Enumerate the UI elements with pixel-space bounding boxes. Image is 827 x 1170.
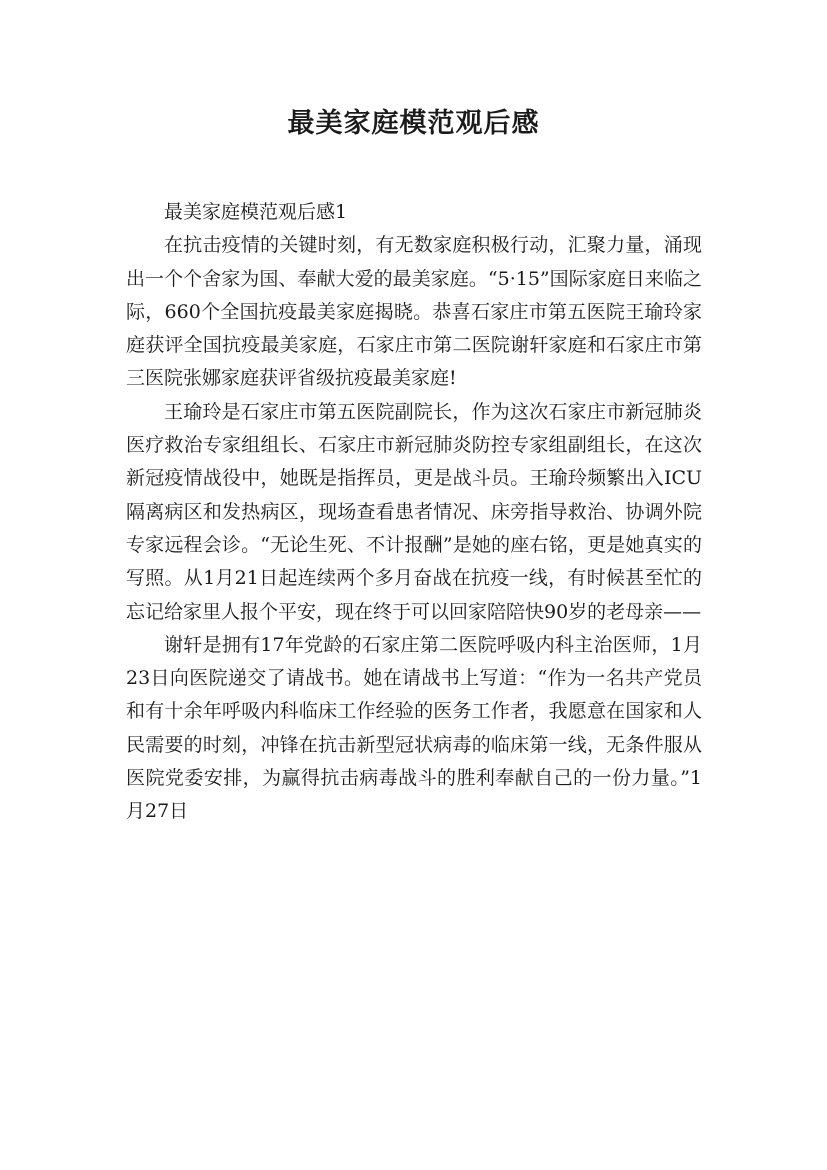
paragraph-subtitle: 最美家庭模范观后感1 [164, 201, 348, 223]
document-title: 最美家庭模范观后感 [287, 108, 540, 139]
paragraph-intro: 在抗击疫情的关键时刻，有无数家庭积极行动，汇聚力量，涌现出一个个舍家为国、奉献大爱的最美家庭。“5·15”国际家庭日来临之际，660个全国抗疫最美家庭揭晓。恭喜石家庄市第五医院王瑜玲家庭获评全国抗疫最美家庭，石家庄市第二医院谢轩家庭和石家庄市第三医院张娜家庭获评省级抗疫最美家庭! [126, 234, 702, 390]
paragraph-wang-yuling: 王瑜玲是石家庄市第五医院副院长，作为这次石家庄市新冠肺炎医疗救治专家组组长、石家庄市新冠肺炎防控专家组副组长，在这次新冠疫情战役中，她既是指挥员，更是战斗员。王瑜玲频繁出入ICU隔离病区和发热病区，现场查看患者情况、床旁指导救治、协调外院专家远程会诊。“无论生死、不计报酬”是她的座右铭，更是她真实的写照。从1月21日起连续两个多月奋战在抗疫一线，有时候甚至忙的忘记给家里人报个平安，现在终于可以回家陪陪快90岁的老母亲—— [126, 400, 702, 623]
paragraph-xie-xuan: 谢轩是拥有17年党龄的石家庄第二医院呼吸内科主治医师，1月23日向医院递交了请战书。她在请战书上写道：“作为一名共产党员和有十余年呼吸内科临床工作经验的医务工作者，我愿意在国家和人民需要的时刻，冲锋在抗击新型冠状病毒的临床第一线，无条件服从医院党委安排，为赢得抗击病毒战斗的胜利奉献自己的一份力量。”1月27日 [126, 633, 702, 823]
document-body [126, 196, 702, 829]
